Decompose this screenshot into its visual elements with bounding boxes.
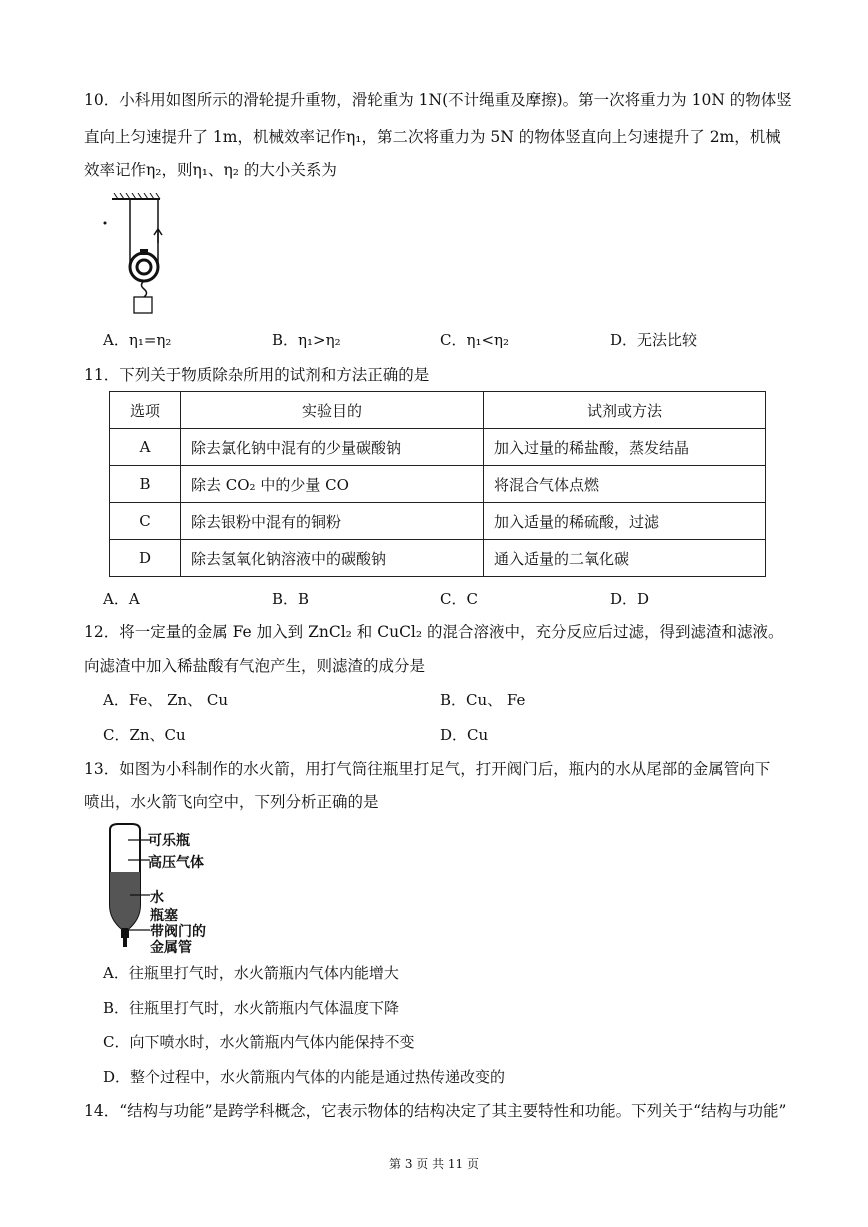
table-cell: 除去 CO₂ 中的少量 CO: [181, 466, 484, 503]
q12-option-c: C．Zn、Cu: [103, 726, 186, 744]
table-cell: 加入适量的稀硫酸，过滤: [484, 503, 766, 540]
pulley-figure: [100, 193, 170, 318]
table-row: [110, 540, 766, 577]
label-water: 水: [150, 890, 164, 906]
page-number: 第 3 页 共 11 页: [389, 1157, 479, 1171]
q11-option-a: A．A: [103, 590, 140, 608]
table-row: [110, 429, 766, 466]
table-header-option: 选项: [110, 392, 181, 429]
table-cell: 除去氯化钠中混有的少量碳酸钠: [181, 429, 484, 466]
table-cell: D: [110, 540, 181, 577]
table-header-row: [110, 392, 766, 429]
water-rocket-figure: [100, 820, 240, 955]
q11-table: [109, 391, 766, 577]
table-cell: 除去银粉中混有的铜粉: [181, 503, 484, 540]
table-cell: B: [110, 466, 181, 503]
q10-option-c: C．η₁<η₂: [440, 331, 510, 349]
table-row: [110, 503, 766, 540]
table-cell: 加入过量的稀盐酸，蒸发结晶: [484, 429, 766, 466]
label-high-pressure-gas: 高压气体: [148, 855, 204, 871]
q10-stem-line1: 10．小科用如图所示的滑轮提升重物，滑轮重为 1N(不计绳重及摩擦)。第一次将重力为 10N 的物体竖: [84, 91, 792, 109]
q13-option-b: B．往瓶里打气时，水火箭瓶内气体温度下降: [103, 999, 400, 1017]
q10-stem-line2: 直向上匀速提升了 1m，机械效率记作η₁，第二次将重力为 5N 的物体竖直向上匀速提升了 2m，机械: [84, 128, 781, 146]
q11-option-b: B．B: [272, 590, 310, 608]
table-cell: C: [110, 503, 181, 540]
table-cell: 通入适量的二氧化碳: [484, 540, 766, 577]
label-cola-bottle: 可乐瓶: [148, 833, 190, 849]
q12-stem-line2: 向滤渣中加入稀盐酸有气泡产生，则滤渣的成分是: [84, 657, 426, 675]
q10-option-d: D．无法比较: [610, 331, 698, 349]
q13-stem-line1: 13．如图为小科制作的水火箭，用打气筒往瓶里打足气，打开阀门后，瓶内的水从尾部的金属管向下: [84, 760, 771, 778]
q12-option-d: D．Cu: [440, 726, 489, 744]
q13-stem-line2: 喷出，水火箭飞向空中，下列分析正确的是: [84, 793, 379, 811]
table-cell: A: [110, 429, 181, 466]
q11-option-c: C．C: [440, 590, 478, 608]
table-header-purpose: 实验目的: [181, 392, 484, 429]
q13-option-d: D．整个过程中，水火箭瓶内气体的内能是通过热传递改变的: [103, 1068, 506, 1086]
q10-stem-line3: 效率记作η₂，则η₁、η₂ 的大小关系为: [84, 161, 337, 179]
q10-option-b: B．η₁>η₂: [272, 331, 341, 349]
q13-option-c: C．向下喷水时，水火箭瓶内气体内能保持不变: [103, 1033, 415, 1051]
q11-option-d: D．D: [610, 590, 650, 608]
table-header-method: 试剂或方法: [484, 392, 766, 429]
q12-option-a: A．Fe、 Zn、 Cu: [103, 691, 229, 709]
q12-option-b: B．Cu、 Fe: [440, 691, 526, 709]
table-cell: 除去氢氧化钠溶液中的碳酸钠: [181, 540, 484, 577]
q13-option-a: A．往瓶里打气时，水火箭瓶内气体内能增大: [103, 964, 399, 982]
table-cell: 将混合气体点燃: [484, 466, 766, 503]
label-metal-tube: 金属管: [150, 940, 192, 956]
q10-option-a: A．η₁=η₂: [103, 331, 172, 349]
q12-stem-line1: 12．将一定量的金属 Fe 加入到 ZnCl₂ 和 CuCl₂ 的混合溶液中，充分反应后过滤，得到滤渣和滤液。: [84, 623, 784, 641]
q11-stem: 11．下列关于物质除杂所用的试剂和方法正确的是: [84, 366, 430, 384]
q14-stem-line1: 14．“结构与功能”是跨学科概念，它表示物体的结构决定了其主要特性和功能。下列关于“结构与功能”: [84, 1102, 787, 1120]
table-row: [110, 466, 766, 503]
label-with-valve: 带阀门的: [150, 924, 206, 940]
label-bottle-stopper: 瓶塞: [150, 908, 178, 924]
